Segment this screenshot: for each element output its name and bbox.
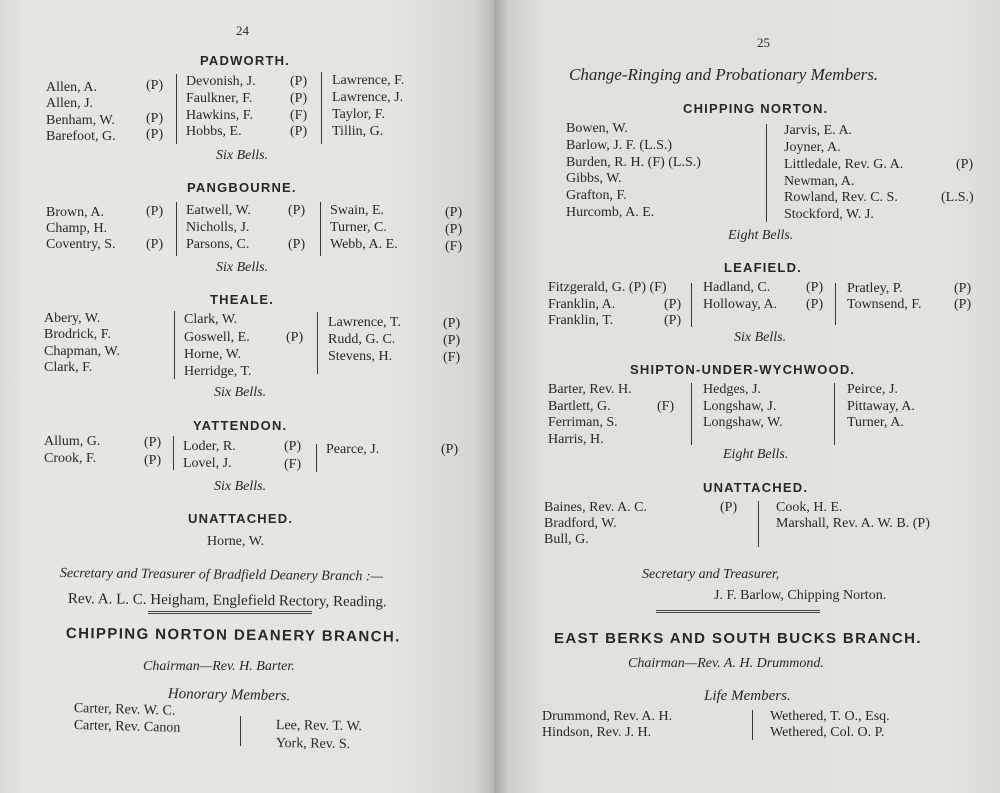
member-name: Devonish, J. (186, 74, 256, 89)
member-mark: (P) (286, 330, 304, 345)
member-name: Jarvis, E. A. (784, 123, 853, 138)
member-name: Wethered, Col. O. P. (770, 725, 885, 740)
bells-note: Eight Bells. (723, 447, 789, 462)
member-name: Barlow, J. F. (L.S.) (566, 138, 673, 153)
chairman: Chairman—Rev. H. Barter. (143, 659, 295, 674)
chairman: Chairman—Rev. A. H. Drummond. (628, 656, 824, 671)
member-mark: (P) (144, 435, 162, 450)
column-divider (691, 283, 692, 327)
member-name: Barefoot, G. (46, 129, 116, 144)
column-divider (316, 444, 317, 472)
member-name: Lee, Rev. T. W. (275, 718, 363, 735)
member-name: Clark, F. (44, 360, 93, 375)
section-heading-unattached: UNATTACHED. (188, 511, 294, 526)
member-mark: (L.S.) (941, 190, 974, 205)
left-page (0, 0, 494, 793)
member-name: Stockford, W. J. (784, 207, 874, 222)
member-mark: (P) (443, 333, 461, 348)
secretary-label: Secretary and Treasurer of Bradfield Deanery Branch :— (59, 566, 384, 585)
page-number: 24 (236, 23, 249, 38)
member-name: Longshaw, J. (703, 399, 777, 414)
section-rule (656, 610, 820, 613)
member-mark: (P) (288, 203, 306, 218)
member-name: Tillin, G. (332, 124, 384, 139)
member-name: Hawkins, F. (186, 108, 253, 123)
member-mark: (P) (284, 439, 302, 454)
page-title: Change-Ringing and Probationary Members. (569, 65, 879, 84)
member-name: Bull, G. (544, 532, 589, 547)
secretary-label: Secretary and Treasurer, (642, 567, 780, 582)
secretary-name: J. F. Barlow, Chipping Norton. (714, 588, 887, 603)
page-number: 25 (757, 35, 770, 50)
member-mark: (P) (806, 297, 824, 312)
member-name: Holloway, A. (703, 297, 778, 312)
member-name: Parsons, C. (186, 237, 250, 252)
section-heading-chipping-norton: CHIPPING NORTON. (683, 101, 829, 116)
member-name: Webb, A. E. (330, 237, 398, 252)
honorary-heading: Honorary Members. (167, 686, 291, 705)
member-name: Hedges, J. (703, 382, 761, 397)
member-mark: (P) (445, 205, 463, 220)
member-name: Chapman, W. (44, 344, 120, 359)
member-name: Abery, W. (44, 311, 101, 326)
member-name: Pittaway, A. (847, 399, 915, 414)
member-name: Bowen, W. (566, 121, 628, 136)
member-name: Hurcomb, A. E. (566, 205, 655, 220)
member-name: Joyner, A. (784, 140, 841, 155)
member-name: Townsend, F. (847, 297, 922, 312)
member-mark: (P) (290, 74, 308, 89)
column-divider (834, 383, 835, 445)
member-name: Taylor, F. (332, 107, 385, 122)
member-mark: (P) (445, 222, 463, 237)
member-mark: (P) (146, 127, 164, 142)
member-name: Rudd, G. C. (328, 332, 396, 347)
member-name: Ferriman, S. (548, 415, 618, 430)
member-name: Rowland, Rev. C. S. (784, 190, 898, 205)
bells-note: Six Bells. (734, 330, 787, 345)
member-mark: (F) (445, 239, 463, 254)
member-name: Herridge, T. (184, 364, 252, 379)
column-divider (691, 383, 692, 445)
member-name: Horne, W. (207, 534, 265, 549)
column-divider (320, 202, 321, 256)
member-name: Lovel, J. (183, 456, 232, 471)
member-name: Carter, Rev. Canon (73, 718, 181, 736)
section-heading-theale: THEALE. (210, 292, 275, 307)
member-name: Franklin, A. (548, 297, 616, 312)
column-divider (176, 74, 177, 144)
member-name: Clark, W. (184, 312, 238, 327)
member-name: Brodrick, F. (44, 327, 111, 342)
member-name: Newman, A. (784, 174, 855, 189)
member-name: Turner, A. (847, 415, 904, 430)
column-divider (176, 202, 177, 256)
member-name: Pearce, J. (326, 442, 380, 457)
member-mark: (F) (443, 350, 461, 365)
member-name: Champ, H. (46, 221, 108, 236)
bells-note: Six Bells. (214, 385, 267, 400)
member-mark: (F) (284, 457, 302, 472)
bells-note: Six Bells. (216, 260, 269, 275)
member-name: Burden, R. H. (F) (L.S.) (566, 155, 701, 170)
member-mark: (P) (664, 297, 682, 312)
member-name: Crook, F. (44, 451, 97, 466)
member-mark: (P) (290, 124, 308, 139)
member-name: Bradford, W. (544, 516, 617, 531)
member-name: Hadland, C. (703, 280, 771, 295)
member-name: Eatwell, W. (186, 203, 251, 218)
member-name: Fitzgerald, G. (P) (F) (548, 280, 667, 295)
life-members-heading: Life Members. (704, 688, 791, 704)
member-mark: (P) (290, 91, 308, 106)
member-name: Baines, Rev. A. C. (544, 500, 647, 515)
section-rule (148, 611, 312, 614)
member-name: Grafton, F. (566, 188, 627, 203)
member-name: Faulkner, F. (186, 91, 253, 106)
bells-note: Six Bells. (216, 148, 269, 163)
column-divider (835, 283, 836, 325)
column-divider (317, 312, 318, 374)
member-name: Carter, Rev. W. C. (73, 701, 176, 719)
member-mark: (P) (146, 78, 164, 93)
member-name: Harris, H. (548, 432, 604, 447)
member-name: Allum, G. (44, 434, 101, 449)
column-divider (758, 501, 759, 547)
member-name: Hobbs, E. (186, 124, 242, 139)
member-mark: (P) (664, 313, 682, 328)
member-name: York, Rev. S. (275, 736, 351, 753)
member-mark: (P) (720, 500, 738, 515)
member-name: Lawrence, T. (328, 315, 401, 330)
column-divider (321, 72, 322, 144)
member-name: Wethered, T. O., Esq. (770, 709, 890, 724)
section-heading-yattendon: YATTENDON. (193, 418, 288, 433)
member-mark: (F) (657, 399, 675, 414)
member-name: Brown, A. (46, 205, 104, 220)
member-name: Pratley, P. (847, 281, 903, 296)
member-name: Benham, W. (46, 113, 115, 128)
member-name: Allen, A. (46, 80, 97, 95)
bells-note: Six Bells. (214, 479, 267, 494)
member-name: Coventry, S. (46, 237, 116, 252)
member-mark: (P) (806, 280, 824, 295)
member-name: Nicholls, J. (186, 220, 250, 235)
member-name: Cook, H. E. (776, 500, 843, 515)
column-divider (766, 124, 767, 222)
member-mark: (P) (956, 157, 974, 172)
member-mark: (P) (954, 297, 972, 312)
section-heading-padworth: PADWORTH. (200, 53, 290, 68)
member-mark: (P) (146, 237, 164, 252)
member-mark: (P) (441, 442, 459, 457)
branch-title: EAST BERKS AND SOUTH BUCKS BRANCH. (554, 630, 922, 647)
member-mark: (P) (954, 281, 972, 296)
member-name: Hindson, Rev. J. H. (542, 725, 652, 740)
member-name: Turner, C. (330, 220, 387, 235)
member-mark: (P) (146, 111, 164, 126)
member-name: Swain, E. (330, 203, 385, 218)
column-divider (752, 710, 753, 740)
member-mark: (P) (288, 237, 306, 252)
member-name: Horne, W. (184, 347, 242, 362)
column-divider (240, 716, 241, 746)
member-name: Lawrence, J. (332, 90, 404, 105)
member-name: Gibbs, W. (566, 171, 622, 186)
member-mark: (P) (443, 316, 461, 331)
member-name: Loder, R. (183, 439, 236, 454)
secretary-name: Rev. A. L. C. Heigham, Englefield Rectory, Reading. (67, 591, 387, 611)
column-divider (173, 436, 174, 470)
member-name: Littledale, Rev. G. A. (784, 157, 904, 172)
member-name: Stevens, H. (328, 349, 393, 364)
member-mark: (P) (146, 204, 164, 219)
right-page (494, 0, 1000, 793)
member-name: Marshall, Rev. A. W. B. (P) (776, 516, 930, 531)
column-divider (174, 311, 175, 379)
member-mark: (P) (144, 453, 162, 468)
section-heading-shipton: SHIPTON-UNDER-WYCHWOOD. (630, 362, 856, 377)
member-name: Peirce, J. (847, 382, 898, 397)
member-name: Drummond, Rev. A. H. (542, 709, 673, 724)
section-heading-pangbourne: PANGBOURNE. (187, 180, 297, 195)
section-heading-leafield: LEAFIELD. (724, 260, 802, 275)
member-name: Longshaw, W. (703, 415, 783, 430)
member-mark: (F) (290, 108, 308, 123)
member-name: Franklin, T. (548, 313, 614, 328)
member-name: Goswell, E. (184, 330, 250, 345)
bells-note: Eight Bells. (728, 228, 794, 243)
member-name: Barter, Rev. H. (548, 382, 632, 397)
member-name: Lawrence, F. (332, 73, 405, 88)
section-heading-unattached: UNATTACHED. (703, 480, 809, 495)
member-name: Allen, J. (46, 96, 94, 111)
branch-title: CHIPPING NORTON DEANERY BRANCH. (65, 625, 401, 646)
member-name: Bartlett, G. (548, 399, 611, 414)
